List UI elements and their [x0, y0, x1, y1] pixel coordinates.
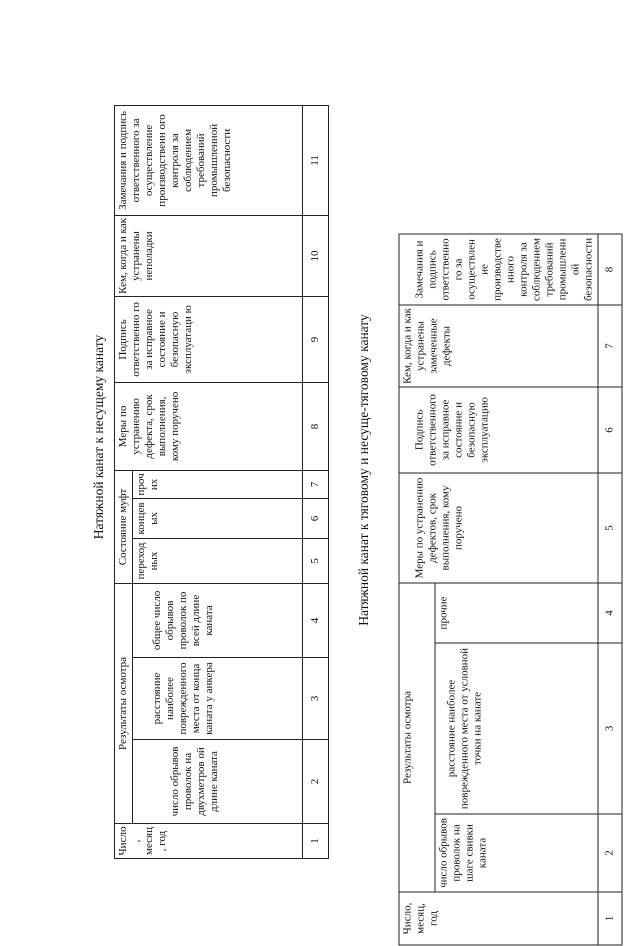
column-number: 8 — [303, 382, 329, 470]
header-date: Число, месяц, год — [399, 892, 598, 945]
column-number: 9 — [303, 296, 329, 382]
header-measures: Меры по устранению дефекта, срок выполнения, кому поручено — [115, 382, 303, 470]
inspection-table-1 — [114, 105, 329, 859]
header-remarks: Замечания и подпись ответственного за осуществление производственн ого контроля за соблюдением требований промышленной безопасности — [115, 105, 303, 215]
column-number: 3 — [598, 643, 622, 814]
header-fixed-by: Кем, когда и как устранены неполадки — [115, 215, 303, 296]
header-couplings-end: концев ых — [133, 498, 303, 538]
header-date: Число, месяц, год — [115, 824, 303, 859]
header-signature: Подпись ответственного за исправное состояние и безопасную эксплуатацию — [399, 387, 598, 473]
header-total-breaks: общее число обрывов проволок по всей длине каната — [133, 583, 303, 657]
column-number: 6 — [303, 498, 329, 538]
header-couplings-transition: переход ных — [133, 538, 303, 583]
table1-title: Натяжной канат к несущему канату — [91, 334, 106, 540]
header-couplings-other: проч их — [133, 470, 303, 498]
header-results-group: Результаты осмотра — [399, 583, 435, 892]
header-damage-distance: расстояние наиболее поврежденного места от конца каната у анкера — [133, 658, 303, 740]
column-number: 7 — [598, 305, 622, 387]
header-measures: Меры по устранению дефектов, срок выполнения, кому поручено — [399, 473, 598, 583]
column-number: 1 — [303, 824, 329, 859]
inspection-table-2 — [399, 233, 623, 945]
column-number: 6 — [598, 387, 622, 473]
column-number: 1 — [598, 892, 622, 945]
column-number: 5 — [303, 538, 329, 583]
column-number: 11 — [303, 105, 329, 215]
column-number: 4 — [303, 583, 329, 657]
header-damage-distance: расстояние наиболее поврежденного места от условной точки на канате — [435, 643, 598, 814]
header-other: прочие — [435, 583, 598, 643]
header-signature: Подпись ответственно го за исправное состояние и безопасную эксплуатаци ю — [115, 296, 303, 382]
table2-title: Натяжной канат к тяговому и несуще-тяговому канату — [356, 314, 371, 626]
header-breaks-lay: число обрывов проволок на шаге свивки каната — [435, 814, 598, 892]
column-number: 5 — [598, 473, 622, 583]
column-number: 2 — [303, 740, 329, 824]
header-couplings-group: Состояние муфт — [115, 470, 133, 583]
table1-wrapper — [114, 106, 321, 859]
column-number: 3 — [303, 658, 329, 740]
table2-wrapper — [399, 237, 616, 946]
header-breaks-2m: число обрывов проволок на двухметров ой длине каната — [133, 740, 303, 824]
column-number: 4 — [598, 583, 622, 643]
header-remarks: Замечания и подпись ответственного за осуществление производственного контроля за соблюдением требований промышленной безопасности — [399, 234, 598, 305]
header-fixed-by: Кем, когда и как устранены замеченные дефекты — [399, 305, 598, 387]
column-number: 2 — [598, 814, 622, 892]
column-number: 7 — [303, 470, 329, 498]
column-number: 8 — [598, 234, 622, 305]
column-number: 10 — [303, 215, 329, 296]
header-results-group: Результаты осмотра — [115, 583, 133, 823]
